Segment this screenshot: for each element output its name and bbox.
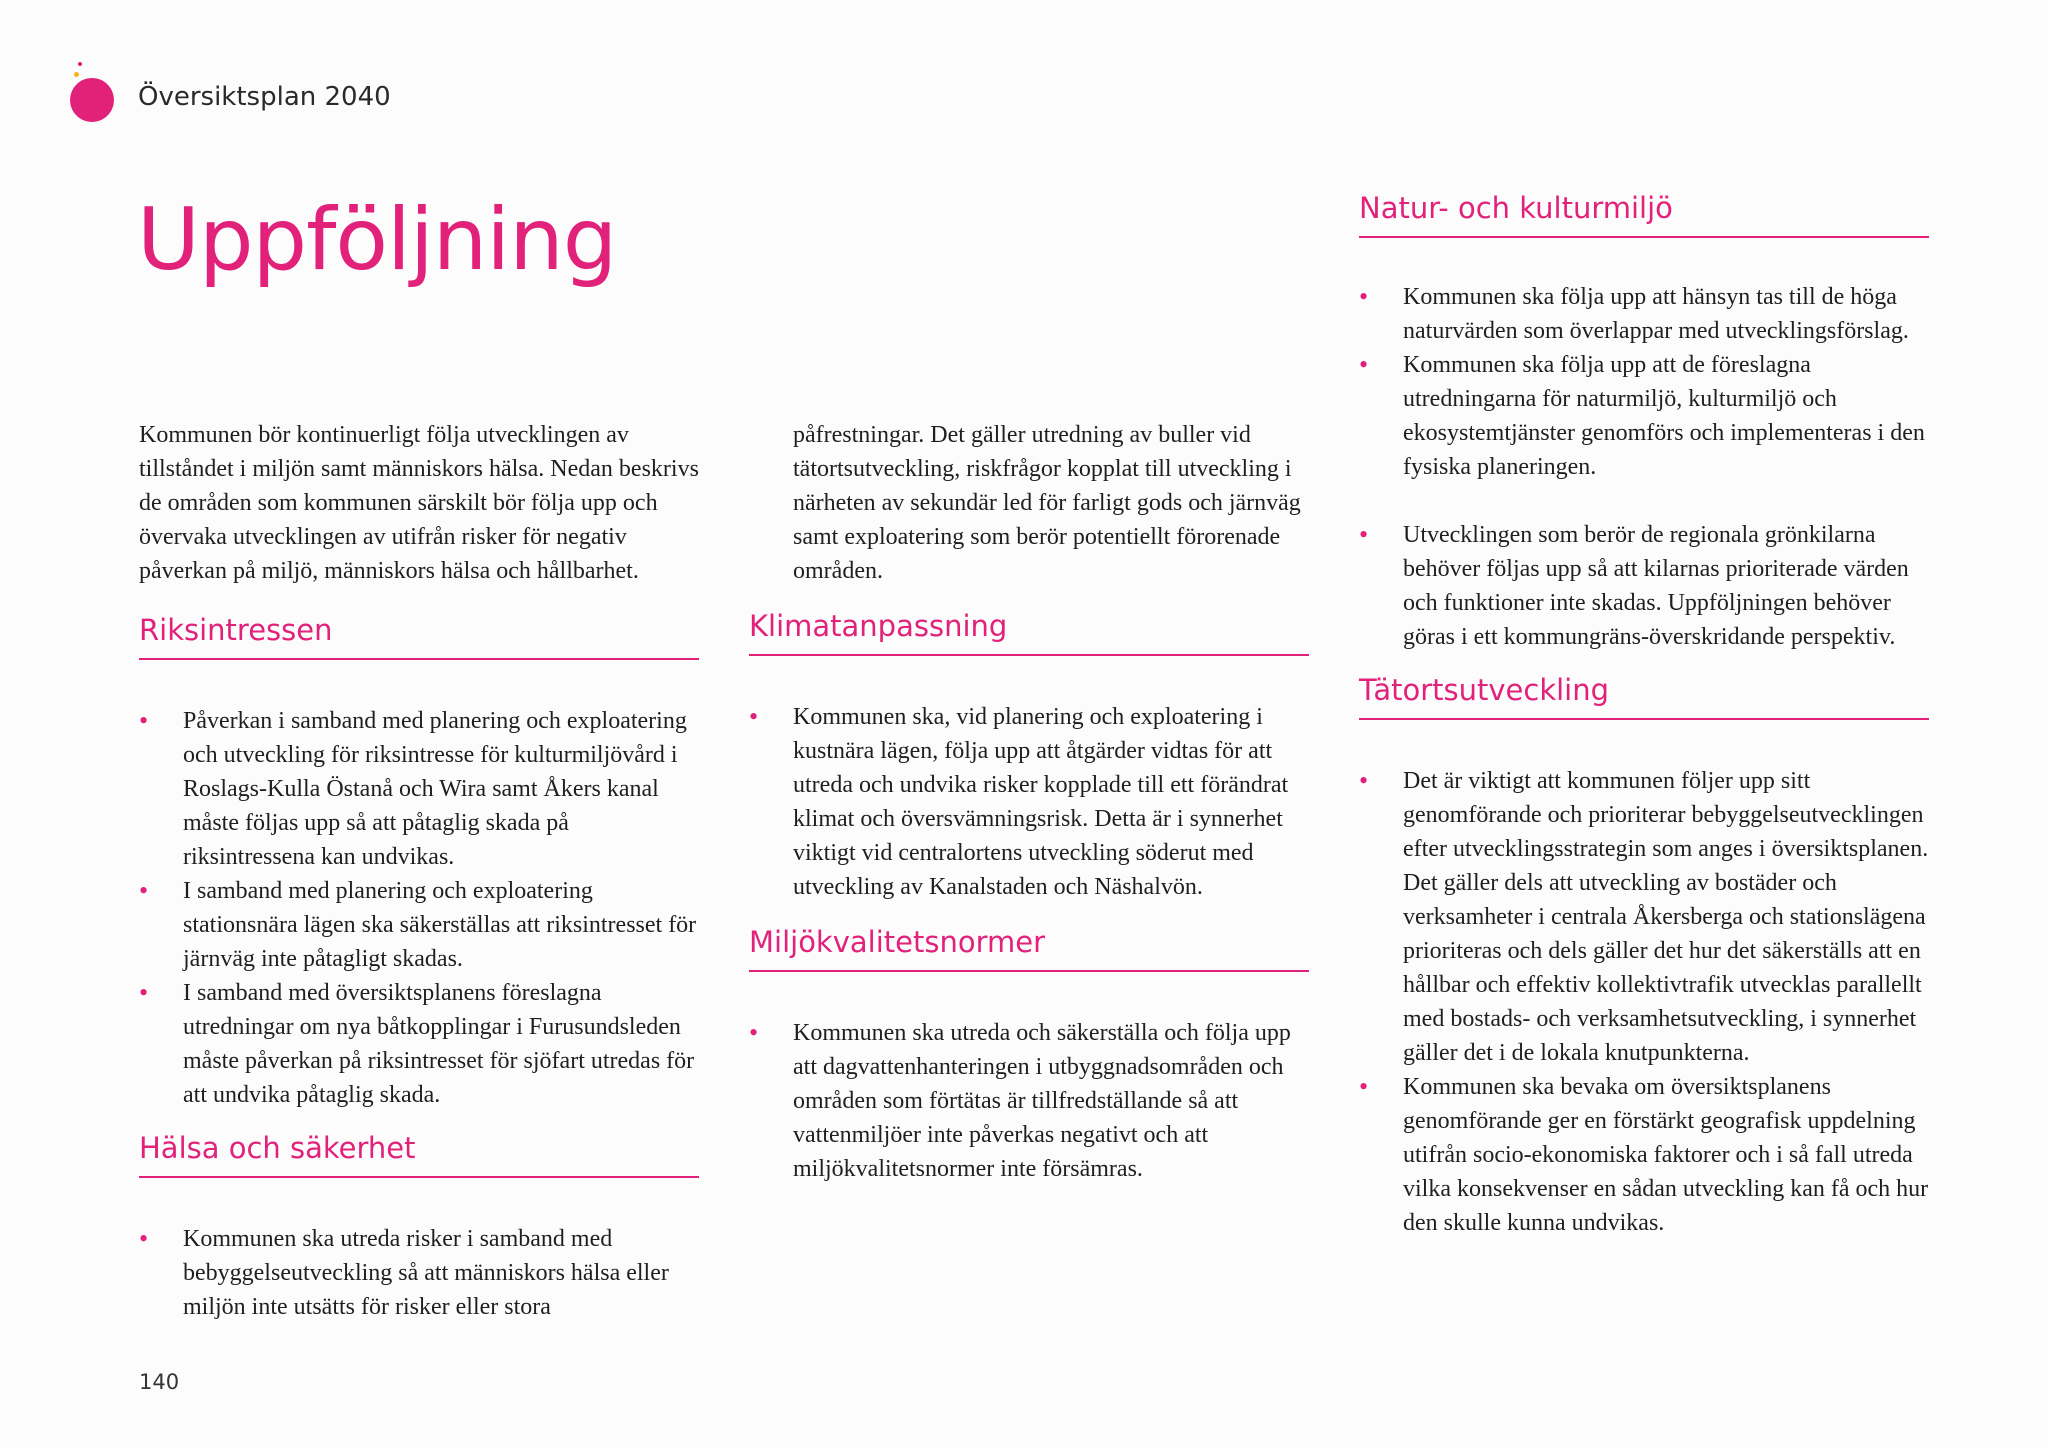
section-heading-riksintressen: Riksintressen — [139, 610, 699, 660]
intro-paragraph: Kommunen bör kontinuerligt följa utvecklingen av tillståndet i miljön samt människors hälsa. Nedan beskrivs de områden som kommunen särskilt bör följa upp och övervaka utvecklingen av utifrån risker för negativ påverkan på miljö, människors hälsa och hållbarhet. — [139, 422, 699, 584]
page-number: 140 — [139, 1370, 180, 1394]
section-heading-miljokvalitetsnormer: Miljökvalitetsnormer — [749, 922, 1309, 972]
document-title: Översiktsplan 2040 — [138, 82, 391, 112]
logo-spark-icon — [74, 72, 79, 77]
list-item: • Kommunen ska utreda och säkerställa och följa upp att dagvattenhanteringen i utbyggnadsområden och områden som förtätas är tillfredställande så att vattenmiljöer inte påverkas negativt och att miljökvalitetsnormer inte försämras. — [749, 1016, 1309, 1186]
list-item: • I samband med planering och exploatering stationsnära lägen ska säkerställas att riksintresset för järnväg inte påtagligt skadas. — [139, 874, 699, 976]
column-1 — [139, 418, 699, 1324]
bullet-list-natur-kulturmiljo — [1359, 280, 1929, 654]
bullet-list-halsa — [139, 1222, 699, 1324]
bullet-list-riksintressen — [139, 704, 699, 1112]
list-item: • Det är viktigt att kommunen följer upp sitt genomförande och prioriterar bebyggelseutvecklingen efter utvecklingsstrategin som anges i översiktsplanen. Det gäller dels att utveckling av bostäder och verksamheter i centrala Åkersberga och stationslägena prioriteras och dels gäller det hur det säkerställs att en hållbar och effektiv kollektivtrafik utvecklas parallellt med bostads- och verksamhetsutveckling, i synnerhet gäller det i de lokala knutpunkterna. — [1359, 764, 1929, 1070]
section-heading-klimatanpassning: Klimatanpassning — [749, 606, 1309, 656]
section-heading-halsa: Hälsa och säkerhet — [139, 1128, 699, 1178]
logo-icon — [70, 78, 114, 122]
bullet-list-miljokvalitetsnormer — [749, 1016, 1309, 1186]
bullet-list-tatortsutveckling — [1359, 764, 1929, 1240]
list-item: • Påverkan i samband med planering och exploatering och utveckling för riksintresse för kulturmiljövård i Roslags-Kulla Östanå och Wira samt Åkers kanal måste följas upp så att påtaglig skada på riksintressena kan undvikas. — [139, 704, 699, 874]
list-item: • I samband med översiktsplanens föreslagna utredningar om nya båtkopplingar i Furusundsleden måste påverkan på riksintresset för sjöfart utredas för att undvika påtaglig skada. — [139, 976, 699, 1112]
section-heading-natur-kulturmiljo: Natur- och kulturmiljö — [1359, 188, 1929, 238]
list-item: • Kommunen ska bevaka om översiktsplanens genomförande ger en förstärkt geografisk uppdelning utifrån socio-ekonomiska faktorer och i så fall utreda vilka konsekvenser en sådan utveckling kan få och hur den skulle kunna undvikas. — [1359, 1070, 1929, 1240]
list-item: • Kommunen ska utreda risker i samband med bebyggelseutveckling så att människors hälsa eller miljön inte utsätts för risker eller stora — [139, 1222, 699, 1324]
list-item: • Kommunen ska följa upp att hänsyn tas till de höga naturvärden som överlappar med utvecklingsförslag. — [1359, 280, 1929, 348]
section-heading-tatortsutveckling: Tätortsutveckling — [1359, 670, 1929, 720]
column-3 — [1359, 188, 1929, 1240]
list-item: • Kommunen ska, vid planering och exploatering i kustnära lägen, följa upp att åtgärder vidtas för att utreda och undvika risker kopplade till ett förändrat klimat och översvämningsrisk. Detta är i synnerhet viktigt vid centralortens utveckling söderut med utveckling av Kanalstaden och Näshalvön. — [749, 700, 1309, 904]
column-2 — [749, 418, 1309, 1186]
list-item: • Utvecklingen som berör de regionala grönkilarna behöver följas upp så att kilarnas prioriterade värden och funktioner inte skadas. Uppföljningen behöver göras i ett kommungräns-överskridande perspektiv. — [1359, 518, 1929, 654]
bullet-list-klimatanpassning — [749, 700, 1309, 904]
continued-paragraph: påfrestningar. Det gäller utredning av buller vid tätortsutveckling, riskfrågor kopplat till utveckling i närheten av sekundär led för farligt gods och järnväg samt exploatering som berör potentiellt förorenade områden. — [793, 422, 1301, 584]
list-item: • Kommunen ska följa upp att de föreslagna utredningarna för naturmiljö, kulturmiljö och ekosystemtjänster genomförs och implementeras i den fysiska planeringen. — [1359, 348, 1929, 484]
page-title: Uppföljning — [137, 190, 617, 290]
logo-spark-icon — [78, 62, 82, 66]
